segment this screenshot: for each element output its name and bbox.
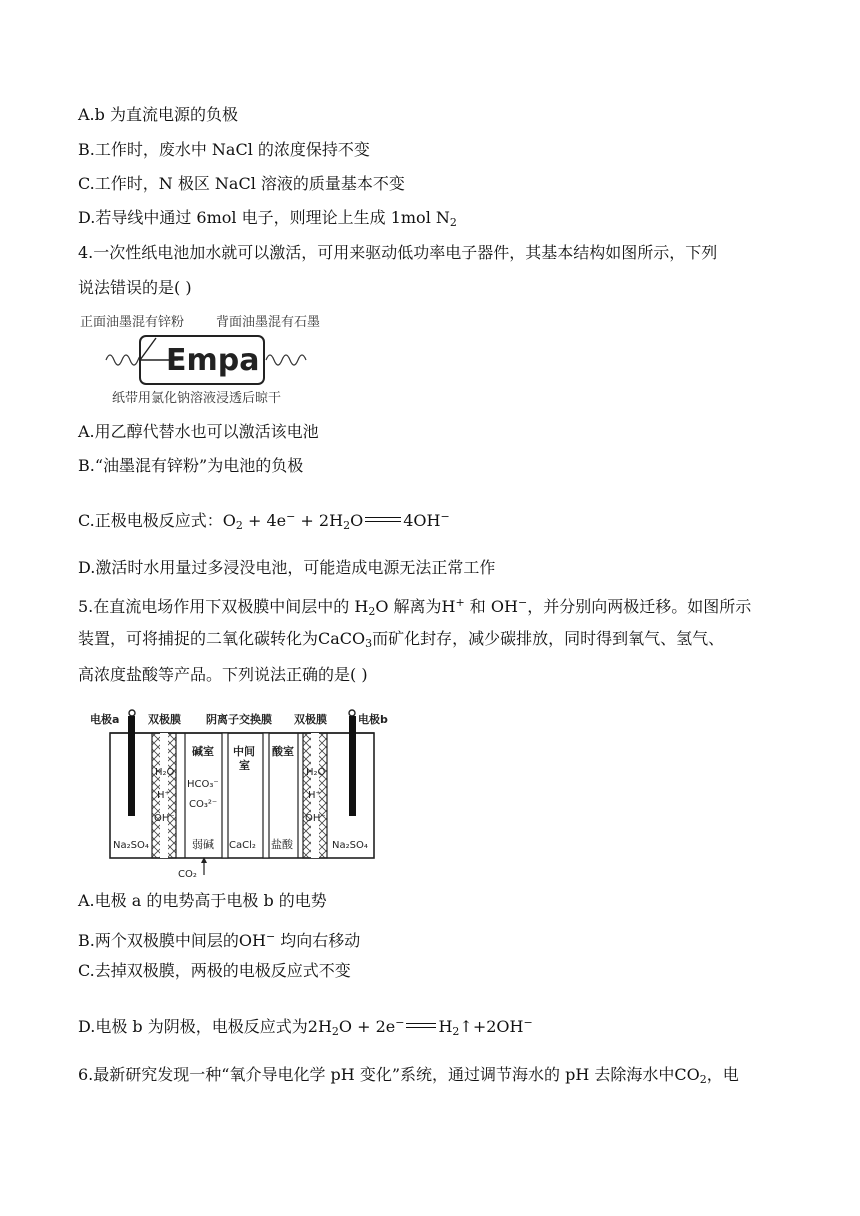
left-h-plus: H⁺ [157,790,170,801]
q5-option-a: A.电极 a 的电势高于电极 b 的电势 [78,891,327,910]
cacl2-label: CaCl₂ [229,840,256,851]
q5-option-d: D.电极 b 为阴极，电极反应式为$2H_2O + 2e^-$ $H_2↑+2OH^-$ [78,1016,533,1038]
q6-stem-line1: 6.最新研究发现一种“氧介导电化学 pH 变化”系统，通过调节海水的 pH 去除海水中$CO_2$，电 [78,1065,739,1086]
right-oh-minus: OH⁻ [305,813,326,824]
right-h-plus: H⁺ [308,790,321,801]
q5-stem1-a: 5.在直流电场作用下双极膜中间层中的 [78,597,350,616]
q4-option-c-equation: $O_2 + 4e^- + 2H_2O$ 4OH− [222,510,450,532]
electrode-b-terminal [349,710,355,716]
q5-stem2-b: 而矿化封存，减少碳排放，同时得到氧气、氢气、 [372,629,725,648]
label-front-ink: 正面油墨混有锌粉 [80,315,185,330]
q4-stem-line1: 4.一次性纸电池加水就可以激活，可用来驱动低功率电子器件，其基本结构如图所示，下列 [78,243,718,262]
right-h2o: H₂O [306,767,326,778]
left-h2o: H₂O [155,767,175,778]
q4-option-c [78,506,450,537]
q5-stem-line1: 5.在直流电场作用下双极膜中间层中的 $H_2O$ 解离为H+ 和 OH−，并分别向两极迁移。如图所示 [78,596,752,618]
q5-stem1-c: ，并分别向两极迁移。如图所示 [527,597,752,616]
bipolar-membrane-figure [82,703,392,881]
q4-option-c-text: C.正极电极反应式： [78,511,223,530]
middle-room-label-1: 中间 [233,745,255,758]
q4-stem-line2: 说法错误的是( ) [78,278,192,297]
q5-stem-line3: 高浓度盐酸等产品。下列说法正确的是( ) [78,665,368,684]
co2-label: CO₂ [178,869,197,880]
brand-logo: Empa [166,343,260,378]
weak-base-label: 弱碱 [192,838,214,851]
hcl-label: 盐酸 [271,838,293,851]
electrode-a-terminal [129,710,135,716]
electrode-b-rod [349,716,356,816]
bipolar-membrane-left-label: 双极膜 [148,713,181,726]
q6-stem1-b: ，电 [706,1065,739,1084]
q6-stem1-a: 6.最新研究发现一种“氧介导电化学 pH 变化”系统，通过调节海水的 pH 去除海水中 [78,1065,675,1084]
anion-membrane-label: 阴离子交换膜 [206,713,272,726]
q3-option-d-sub: 2 [449,216,457,229]
middle-room-label-2: 室 [239,759,250,772]
q3-option-a: A.b 为直流电源的负极 [78,105,238,124]
q3-option-b: B.工作时，废水中 NaCl 的浓度保持不变 [78,140,370,159]
label-paper-strip: 纸带用氯化钠溶液浸透后晾干 [112,391,282,406]
hco3-label: HCO₃⁻ [187,779,219,790]
q4-option-a: A.用乙醇代替水也可以激活该电池 [78,422,319,441]
q5-option-b: B.两个双极膜中间层的OH− 均向右移动 [78,930,361,950]
na2so4-right-label: Na₂SO₄ [332,840,368,851]
q5-stem1-b: 解离为 [393,597,442,616]
electrode-b-label: 电极b [358,713,388,726]
q5-option-c: C.去掉双极膜，两极的电极反应式不变 [78,961,351,980]
q3-option-d-text: D.若导线中通过 6mol 电子，则理论上生成 1mol [78,208,436,227]
right-spring-wire [266,355,306,365]
anion-membrane-left [222,733,228,858]
q3-option-d [78,207,457,234]
q5-option-d-text: D.电极 b 为阴极，电极反应式为 [78,1017,308,1036]
electrode-a-rod [128,716,135,816]
q4-option-d: D.激活时水用量过多浸没电池，可能造成电源无法正常工作 [78,558,496,577]
electrode-a-label: 电极a [90,713,120,726]
q3-option-c: C.工作时，N 极区 NaCl 溶液的质量基本不变 [78,174,405,193]
bipolar-membrane-right-label: 双极膜 [294,713,327,726]
na2so4-left-label: Na₂SO₄ [113,840,149,851]
q5-option-b-tail: 均向右移动 [280,931,361,950]
base-room-label: 碱室 [192,745,214,758]
anion-membrane-right [263,733,269,858]
co3-label: CO₃²⁻ [189,799,218,810]
q5-option-b-text: B.两个双极膜中间层的 [78,931,239,950]
q4-option-b: B.“油墨混有锌粉”为电池的负极 [78,456,304,475]
paper-battery-figure [78,308,348,406]
acid-room-label: 酸室 [272,745,294,758]
label-back-ink: 背面油墨混有石墨 [216,315,321,330]
q5-stem-line2: 装置，可将捕捉的二氧化碳转化为CaCO$_3$而矿化封存，减少碳排放，同时得到氧气、氢气、 [78,629,725,650]
left-oh-minus: OH⁻ [154,813,175,824]
q3-option-d-formula: N [435,208,450,227]
q5-stem2-a: 装置，可将捕捉的二氧化碳转化为 [78,629,319,648]
